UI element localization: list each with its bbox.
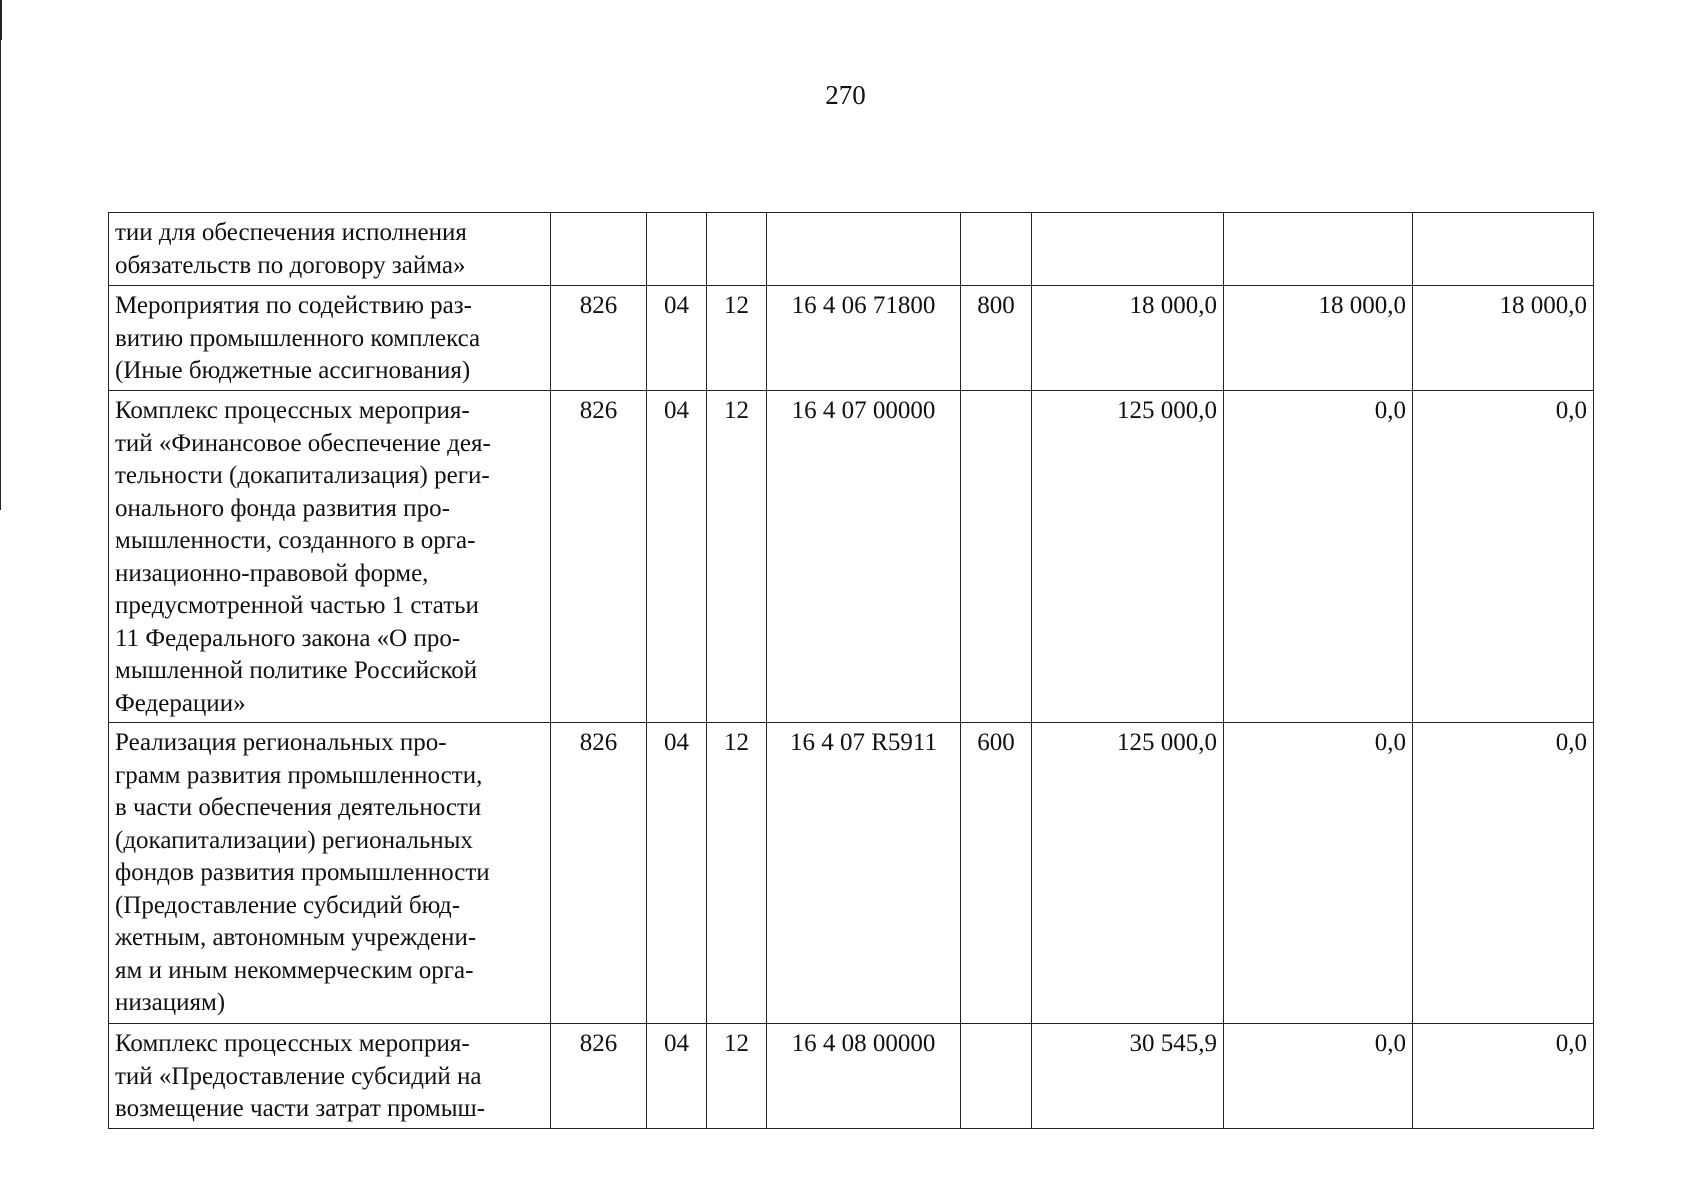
row-name-line: 11 Федерального закона «О про-	[115, 624, 461, 652]
row-name-line: предусмотренной частью 1 статьи	[115, 592, 479, 619]
page-number: 270	[825, 80, 866, 110]
table-row	[109, 723, 1594, 1024]
cell-sum-1: 18 000,0	[1032, 286, 1224, 391]
row-name-line: низационно-правовой форме,	[115, 559, 429, 587]
cell-sum-2: 18 000,0	[1224, 286, 1413, 391]
cell-rz: 04	[647, 723, 707, 1024]
row-name-line: фондов развития промышленности	[115, 859, 490, 886]
row-name-line: низациям)	[115, 989, 226, 1016]
row-name-line: Комплекс процессных мероприя-	[115, 1030, 470, 1057]
row-name-line: тии для обеспечения исполнения	[115, 219, 467, 246]
cell-sum-2	[1224, 213, 1413, 286]
row-name-line: тельности (докапитализация) реги-	[115, 462, 490, 489]
cell-sum-1: 125 000,0	[1032, 391, 1224, 723]
row-name-line: тий «Предоставление субсидий на	[115, 1062, 482, 1090]
table-row	[109, 286, 1594, 391]
row-name-line: Федерации»	[115, 689, 246, 717]
cell-vr: 600	[961, 723, 1032, 1024]
cell-pr: 12	[707, 1024, 767, 1129]
row-name-line: тий «Финансовое обеспечение дея-	[115, 429, 491, 457]
row-name-line: мышленности, созданного в орга-	[115, 527, 476, 554]
row-name-line: возмещение части затрат промыш-	[115, 1095, 486, 1122]
cell-pr	[707, 213, 767, 286]
row-name-line: (Предоставление субсидий бюд-	[115, 891, 461, 919]
row-name-line: витию промышленного комплекса	[115, 324, 481, 352]
row-name-line: в части обеспечения деятельности	[115, 794, 482, 821]
row-name	[109, 391, 551, 723]
cell-grbs	[551, 213, 647, 286]
cell-sum-2: 0,0	[1224, 723, 1413, 1024]
cell-vr	[961, 391, 1032, 723]
row-name-line: Реализация региональных про-	[115, 729, 447, 756]
row-name	[109, 1024, 551, 1129]
cell-pr: 12	[707, 723, 767, 1024]
row-name	[109, 286, 551, 391]
table-row	[109, 391, 1594, 723]
row-name-line: (докапитализации) региональных	[115, 826, 473, 854]
cell-csr: 16 4 08 00000	[767, 1024, 961, 1129]
cell-sum-1: 30 545,9	[1032, 1024, 1224, 1129]
row-name-line: мышленной политике Российской	[115, 657, 478, 684]
cell-sum-1: 125 000,0	[1032, 723, 1224, 1024]
cell-vr	[961, 213, 1032, 286]
cell-csr: 16 4 06 71800	[767, 286, 961, 391]
cell-pr: 12	[707, 286, 767, 391]
row-name-line: Комплекс процессных мероприя-	[115, 397, 470, 424]
cell-sum-3: 0,0	[1413, 391, 1594, 723]
scan-edge-mark	[0, 0, 2, 40]
cell-grbs: 826	[551, 1024, 647, 1129]
cell-grbs: 826	[551, 723, 647, 1024]
cell-rz	[647, 213, 707, 286]
cell-rz: 04	[647, 286, 707, 391]
cell-sum-3: 0,0	[1413, 1024, 1594, 1129]
table-body	[109, 213, 1594, 1129]
row-name-line: обязательств по договору займа»	[115, 251, 466, 279]
cell-grbs: 826	[551, 286, 647, 391]
cell-rz: 04	[647, 391, 707, 723]
row-name-line: грамм развития промышленности,	[115, 761, 483, 789]
row-name-line: жетным, автономным учреждени-	[115, 924, 477, 951]
cell-vr	[961, 1024, 1032, 1129]
row-name-line: Мероприятия по содействию раз-	[115, 292, 472, 319]
cell-sum-2: 0,0	[1224, 391, 1413, 723]
cell-sum-2: 0,0	[1224, 1024, 1413, 1129]
cell-csr: 16 4 07 R5911	[767, 723, 961, 1024]
cell-grbs: 826	[551, 391, 647, 723]
row-name	[109, 213, 551, 286]
cell-vr: 800	[961, 286, 1032, 391]
cell-rz: 04	[647, 1024, 707, 1129]
cell-sum-1	[1032, 213, 1224, 286]
cell-sum-3: 18 000,0	[1413, 286, 1594, 391]
row-name	[109, 723, 551, 1024]
cell-sum-3: 0,0	[1413, 723, 1594, 1024]
cell-csr	[767, 213, 961, 286]
table-row	[109, 213, 1594, 286]
cell-sum-3	[1413, 213, 1594, 286]
table-row	[109, 1024, 1594, 1129]
row-name-line: ям и иным некоммерческим орга-	[115, 956, 474, 984]
cell-csr: 16 4 07 00000	[767, 391, 961, 723]
row-name-line: (Иные бюджетные ассигнования)	[115, 357, 471, 384]
budget-table	[108, 212, 1594, 1129]
cell-pr: 12	[707, 391, 767, 723]
row-name-line: онального фонда развития про-	[115, 494, 450, 522]
